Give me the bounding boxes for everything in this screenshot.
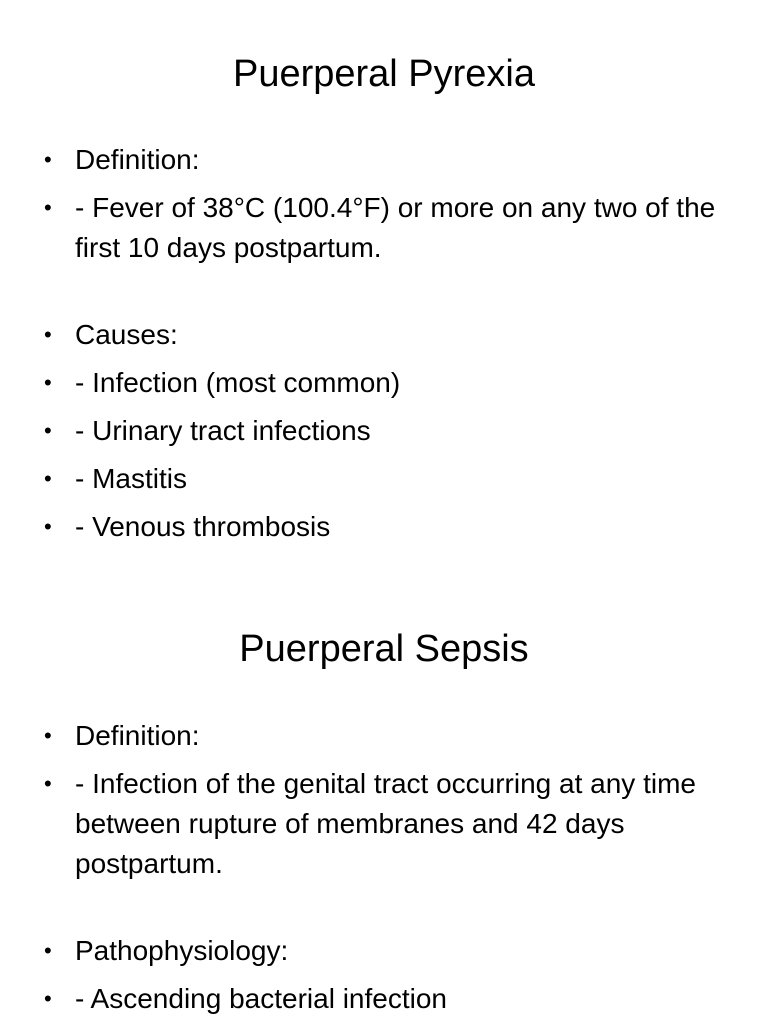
bullet-dot-icon: • — [44, 771, 52, 796]
bullet-dot-icon: • — [44, 322, 52, 347]
bullet-dot-icon: • — [44, 370, 52, 395]
bullet-text: - Infection of the genital tract occurring at any time between rupture of membranes and 42 days postpartum. — [75, 768, 696, 879]
slide-title: Puerperal Sepsis — [239, 628, 529, 670]
slide-puerperal-sepsis — [0, 576, 768, 1024]
bullet-text: Definition: — [75, 144, 200, 175]
bullet-dot-icon: • — [44, 418, 52, 443]
bullet-text: Causes: — [75, 319, 178, 350]
bullet-text: - Ascending bacterial infection — [75, 983, 447, 1014]
bullet-dot-icon: • — [44, 466, 52, 491]
bullet-text: - Fever of 38°C (100.4°F) or more on any two of the first 10 days postpartum. — [75, 192, 716, 263]
bullet-text: Definition: — [75, 720, 200, 751]
bullet-dot-icon: • — [44, 195, 52, 220]
bullet-item — [44, 716, 728, 756]
bullet-dot-icon: • — [44, 147, 52, 172]
bullet-list — [44, 716, 728, 1024]
bullet-dot-icon: • — [44, 514, 52, 539]
bullet-item — [44, 140, 728, 180]
bullet-dot-icon: • — [44, 723, 52, 748]
slide-title: Puerperal Pyrexia — [232, 53, 536, 95]
bullet-text: - Infection (most common) — [75, 367, 401, 398]
bullet-item — [44, 459, 728, 499]
bullet-text: Pathophysiology: — [75, 935, 289, 966]
bullet-item — [44, 979, 728, 1019]
bullet-text: - Venous thrombosis — [75, 511, 331, 542]
bullet-item — [44, 188, 728, 268]
bullet-list — [44, 140, 728, 555]
bullet-item — [44, 363, 728, 403]
bullet-dot-icon: • — [44, 986, 52, 1011]
bullet-item — [44, 764, 728, 884]
bullet-text: - Mastitis — [75, 463, 187, 494]
bullet-text: - Urinary tract infections — [75, 415, 371, 446]
bullet-dot-icon: • — [44, 938, 52, 963]
bullet-item — [44, 931, 728, 971]
bullet-item — [44, 411, 728, 451]
bullet-item — [44, 315, 728, 355]
bullet-item — [44, 507, 728, 547]
